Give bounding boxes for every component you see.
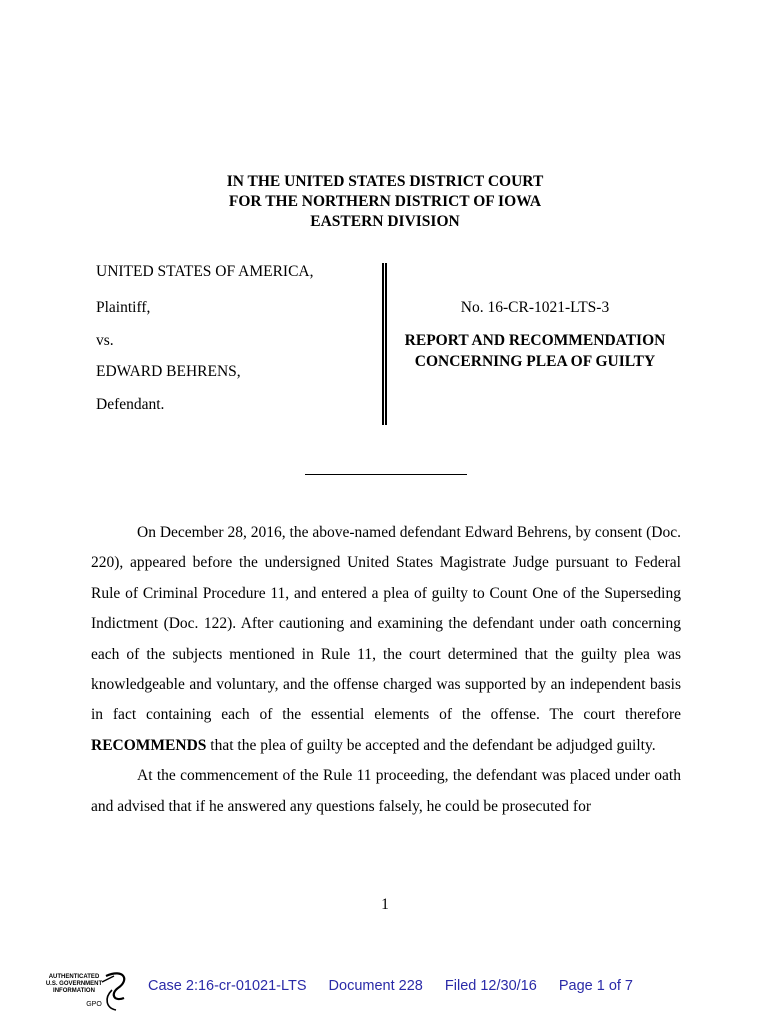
seal-line-3: INFORMATION [53, 988, 95, 994]
seal-line-4: GPO [86, 1001, 102, 1008]
paragraph-1 [91, 518, 681, 761]
ecf-footer-stamp [148, 978, 651, 994]
court-heading [0, 172, 770, 232]
footer-case: Case 2:16-cr-01021-LTS [148, 978, 307, 994]
gpo-authentication-seal [44, 968, 134, 1016]
footer-filed: Filed 12/30/16 [444, 978, 537, 994]
defendant-role: Defendant. [96, 396, 165, 413]
footer-document: Document 228 [328, 978, 423, 994]
document-body [91, 518, 681, 822]
heading-line-2: FOR THE NORTHERN DISTRICT OF IOWA [228, 193, 542, 210]
footer-page: Page 1 of 7 [558, 978, 633, 994]
versus-label: vs. [96, 332, 114, 349]
document-title-line-2: CONCERNING PLEA OF GUILTY [414, 353, 656, 370]
seal-line-2: U.S. GOVERNMENT [45, 981, 103, 987]
recommends-emphasis: RECOMMENDS [91, 736, 207, 754]
paragraph-1-text-b: that the plea of guilty be accepted and the defendant be adjudged guilty. [210, 736, 656, 754]
document-title-line-1: REPORT AND RECOMMENDATION [404, 332, 666, 349]
caption-divider [382, 263, 387, 425]
page-number: 1 [381, 896, 389, 913]
section-separator [305, 474, 467, 475]
case-number: No. 16-CR-1021-LTS-3 [460, 299, 610, 316]
defendant-name: EDWARD BEHRENS, [96, 363, 241, 380]
document-title [390, 330, 680, 372]
seal-line-1: AUTHENTICATED [48, 974, 100, 980]
plaintiff-role: Plaintiff, [96, 299, 151, 316]
paragraph-1-text-a: On December 28, 2016, the above-named defendant Edward Behrens, by consent (Doc. 220), appeared before the undersigned United States Magistrate Judge pursuant to Federal Rule of Criminal Procedure 11, and entered a plea of guilty to Count One of the Superseding Indictment (Doc. 122). After cautioning and examining the defendant under oath concerning each of the subjects mentioned in Rule 11, the court determined that the guilty plea was knowledgeable and voluntary, and the offense charged was supported by an independent basis in fact containing each of the essential elements of the offense. The court therefore [91, 524, 681, 724]
plaintiff-name: UNITED STATES OF AMERICA, [96, 263, 314, 280]
heading-line-3: EASTERN DIVISION [310, 213, 460, 230]
paragraph-2: At the commencement of the Rule 11 proceeding, the defendant was placed under oath and advised that if he answered any questions falsely, he could be prosecuted for [91, 767, 681, 815]
heading-line-1: IN THE UNITED STATES DISTRICT COURT [226, 173, 544, 190]
